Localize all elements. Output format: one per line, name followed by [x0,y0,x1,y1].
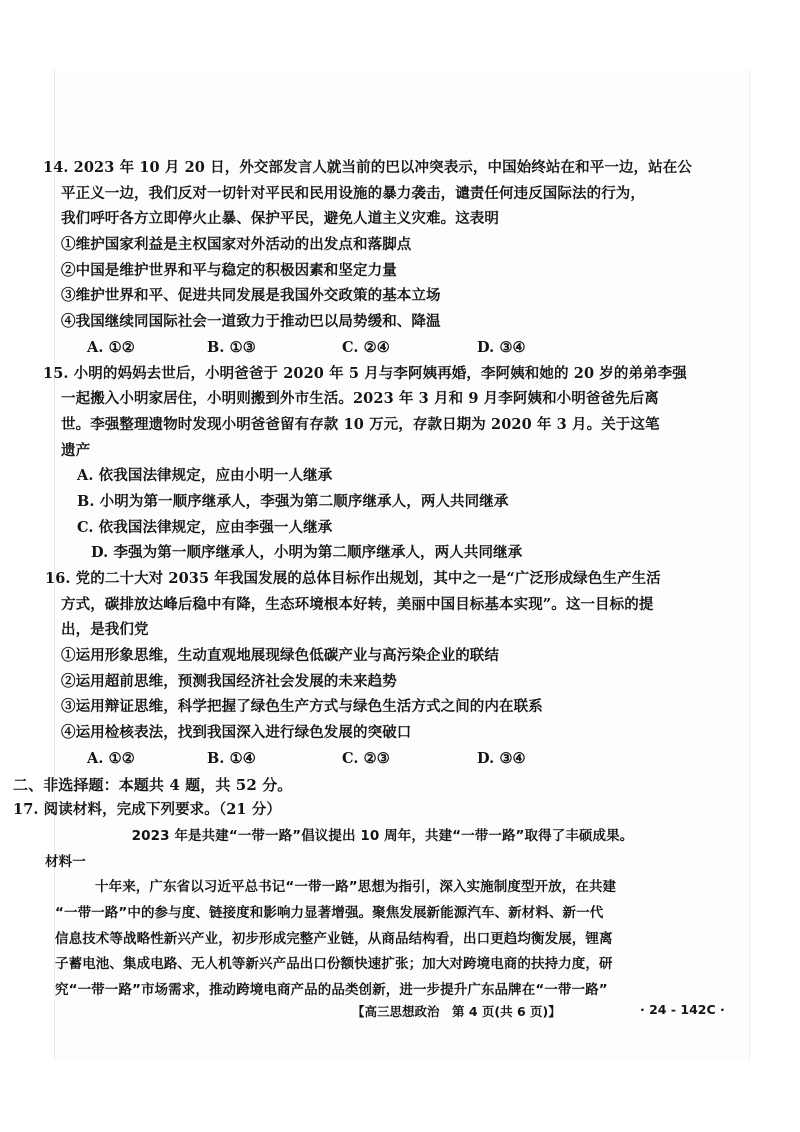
footer-page-info: 【高三思想政治 第 4 页(共 6 页)】 [352,1004,561,1019]
q17-title: 17. 阅读材料，完成下列要求。（21 分） [13,801,281,819]
material-line-4: 子蓄电池、集成电路、无人机等新兴产品出口份额快速扩张；加大对跨境电商的扶持力度，研 [55,956,613,973]
q14-statement-3: ③维护世界和平、促进共同发展是我国外交政策的基本立场 [61,287,441,305]
material-line-2: “一带一路”中的参与度、链接度和影响力显著增强。聚焦发展新能源汽车、新材料、新一代 [55,904,604,921]
material-one-label: 材料一 [45,853,86,870]
q15-line-2: 一起搬入小明家居住，小明则搬到外市生活。2023 年 3 月和 9 月李阿姨和小明爸爸先后离 [61,390,659,408]
q14-statement-1: ①维护国家利益是主权国家对外活动的出发点和落脚点 [61,236,412,254]
q14-line-2: 平正义一边，我们反对一切针对平民和民用设施的暴力袭击，谴责任何违反国际法的行为， [61,184,645,202]
q16-line-3: 出，是我们党 [61,621,149,639]
material-line-5: 究“一带一路”市场需求，推动跨境电商产品的品类创新，进一步提升广东品牌在“一带一路” [55,982,608,998]
q14-line-1: 14. 2023 年 10 月 20 日，外交部发言人就当前的巴以冲突表示，中国始终站在和平一边，站在公 [43,159,692,176]
q14-statement-2: ②中国是维护世界和平与稳定的积极因素和坚定力量 [61,261,397,279]
q16-choice-a[interactable]: A. ①② [87,749,135,767]
question-17 [13,800,720,1006]
footer-code: · 24 - 142C · [640,1002,725,1017]
q14-choice-d[interactable]: D. ③④ [477,338,526,356]
q14-choice-c[interactable]: C. ②④ [342,338,390,356]
q14-choice-a[interactable]: A. ①② [87,338,135,356]
q15-option-c[interactable]: C. 依我国法律规定，应由李强一人继承 [77,518,333,536]
q16-statement-4: ④运用检核表法，找到我国深入进行绿色发展的突破口 [61,724,412,742]
q16-line-2: 方式，碳排放达峰后稳中有降，生态环境根本好转，美丽中国目标基本实现”。这一目标的提 [61,595,654,613]
q16-statement-2: ②运用超前思维，预测我国经济社会发展的未来趋势 [61,672,397,690]
material-line-1: 十年来，广东省以习近平总书记“一带一路”思想为指引，深入实施制度型开放，在共建 [95,879,617,896]
q16-choice-c[interactable]: C. ②③ [342,749,390,767]
q15-option-a[interactable]: A. 依我国法律规定，应由小明一人继承 [77,467,333,485]
q15-line-3: 世。李强整理遗物时发现小明爸爸留有存款 10 万元，存款日期为 2020 年 3 月。关于这笔 [61,415,660,433]
q16-line-1: 16. 党的二十大对 2035 年我国发展的总体目标作出规划，其中之一是“广泛形成绿色生产生活 [45,570,661,587]
q17-intro: 2023 年是共建“一带一路”倡议提出 10 周年，共建“一带一路”取得了丰硕成果。 [131,827,634,844]
question-15 [43,364,720,570]
q16-choices [43,749,720,775]
q14-choice-b[interactable]: B. ①③ [207,338,256,356]
exam-content [13,158,720,1006]
page-footer [0,1002,800,1026]
material-line-3: 信息技术等战略性新兴产业，初步形成完整产业链，从商品结构看，出口更趋均衡发展，锂离 [55,930,613,947]
q15-option-d[interactable]: D. 李强为第一顺序继承人，小明为第二顺序继承人，两人共同继承 [91,544,523,562]
section-heading: 二、非选择题：本题共 4 题，共 52 分。 [13,775,293,794]
q16-statement-3: ③运用辩证思维，科学把握了绿色生产方式与绿色生活方式之间的内在联系 [61,698,543,716]
question-16 [45,569,720,775]
q16-statement-1: ①运用形象思维，生动直观地展现绿色低碳产业与高污染企业的联结 [61,647,499,665]
q15-line-1: 15. 小明的妈妈去世后，小明爸爸于 2020 年 5 月与李阿姨再婚，李阿姨和她的 20 岁的弟弟李强 [43,364,687,382]
q14-statement-4: ④我国继续同国际社会一道致力于推动巴以局势缓和、降温 [61,313,441,331]
q16-choice-b[interactable]: B. ①④ [207,749,256,767]
q15-line-4: 遗产 [61,441,91,459]
q15-option-b[interactable]: B. 小明为第一顺序继承人，李强为第二顺序继承人，两人共同继承 [77,492,509,510]
q16-choice-d[interactable]: D. ③④ [477,749,526,767]
question-14 [43,158,720,364]
q14-line-3: 我们呼吁各方立即停火止暴、保护平民，避免人道主义灾难。这表明 [61,210,499,228]
q14-choices [43,338,720,364]
